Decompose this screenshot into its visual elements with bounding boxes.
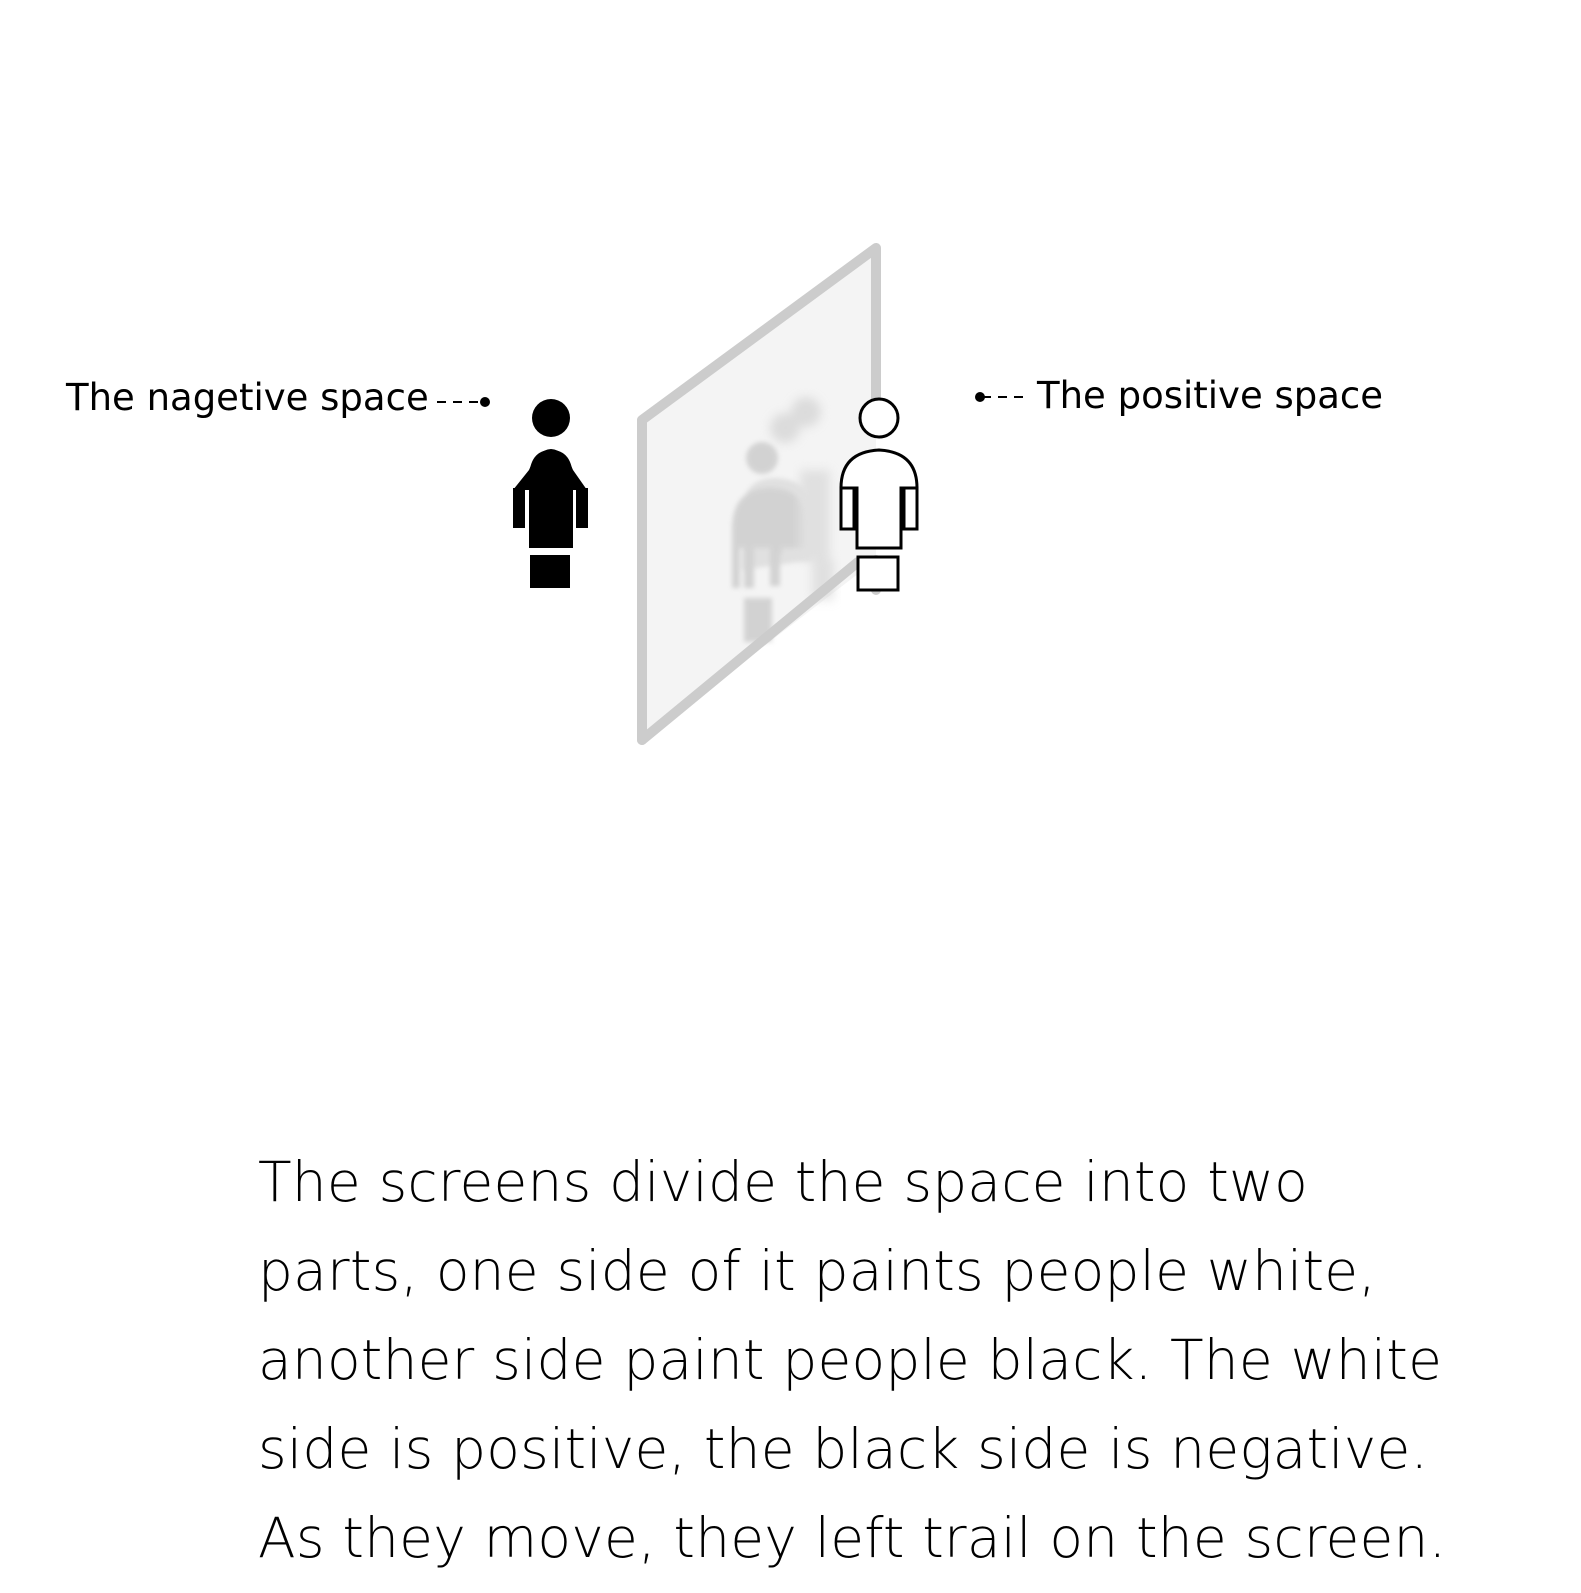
description-line: As they move, they left trail on the screen. [258,1506,1447,1570]
negative-leader-dot [480,397,490,407]
description-paragraph [258,1138,1458,1583]
description-line: side is positive, the black side is negative. [258,1417,1429,1481]
negative-space-label: The nagetive space [66,376,429,419]
description-line: The screens divide the space into two [258,1150,1309,1214]
negative-space-label-group [65,376,490,419]
positive-space-label-group [975,374,1383,417]
positive-space-label: The positive space [1037,374,1384,417]
description-line: parts, one side of it paints people white, [258,1239,1377,1303]
description-line: another side paint people black. The white [258,1328,1443,1392]
negative-person-figure [513,399,588,588]
